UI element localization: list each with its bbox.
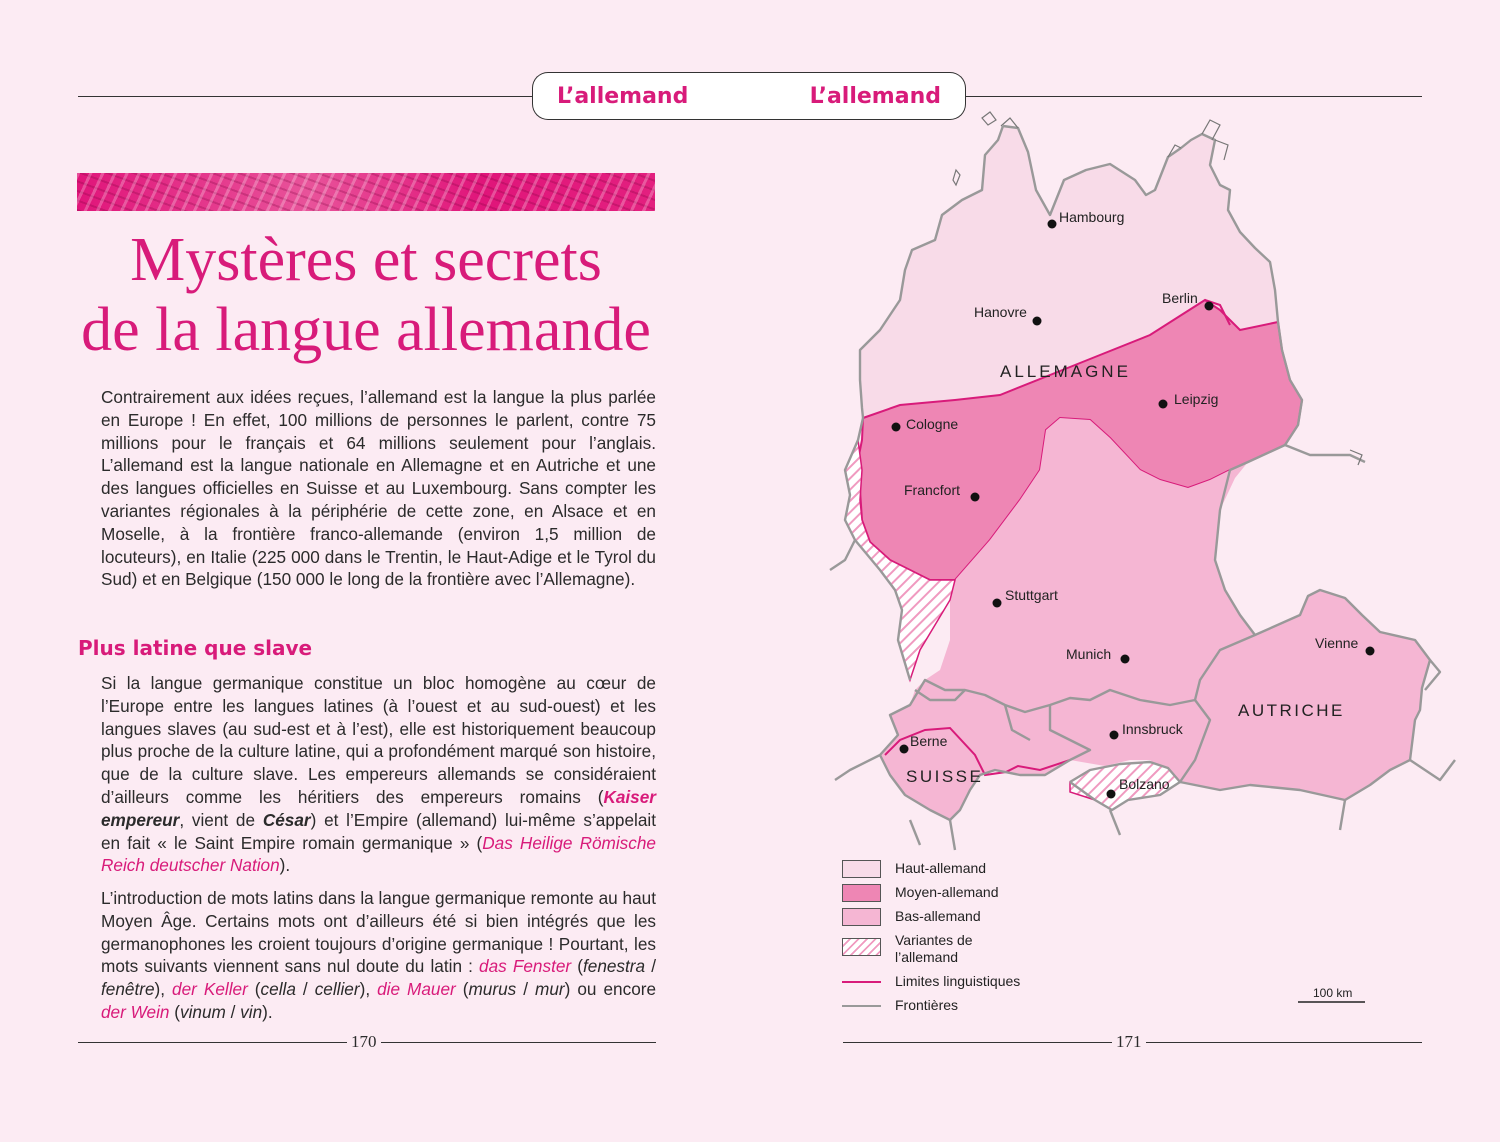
title-line-2: de la langue allemande — [81, 296, 651, 364]
city-label-cologne: Cologne — [906, 416, 959, 432]
city-label-hanovre: Hanovre — [974, 304, 1027, 320]
french-fenetre: fenêtre — [101, 979, 155, 1000]
french-vin: vin — [240, 1001, 263, 1022]
page-number-left: 170 — [347, 1032, 381, 1052]
separator: , — [160, 979, 173, 1000]
word-das-fenster: das Fenster — [479, 956, 572, 977]
legend-label: Haut-allemand — [895, 860, 987, 876]
legend-label: Moyen-allemand — [895, 884, 999, 900]
legend-label-line-2: l’allemand — [895, 949, 959, 965]
text-run: ). — [279, 855, 291, 876]
french-cellier: cellier — [314, 979, 360, 1000]
legend-label-line-1: Variantes de — [895, 932, 973, 948]
text-run: L’introduction de mots latins dans la langue germanique remonte au haut Moyen Âge. Certains mots ont d’ailleurs été si bien intégrés que les germanophones les croient toujours d’origine germanique ! Pourtant, les mots suivants viennent sans nul doute du latin : — [101, 888, 656, 977]
city-label-francfort: Francfort — [904, 482, 961, 498]
term-heilige-reich: Das Heilige Römische Reich deutscher Nation — [101, 832, 656, 876]
city-label-berne: Berne — [910, 733, 948, 749]
text-run: Si la langue germanique constitue un bloc homogène au cœur de l’Europe entre les langues latines (à l’ouest et au sud-ouest) et les langues slaves (au sud-est et à l’est), elle est historiquement beaucoup plus proche de la culture latine, qui a profondément marqué son histoire, que de la culture slave. Les empereurs allemands se considéraient d’ailleurs comme les héritiers des empereurs romains ( — [101, 673, 656, 807]
running-header-right: L’allemand — [750, 72, 966, 120]
text-run: . — [267, 1001, 273, 1022]
paragraph-latin-words: L’introduction de mots latins dans la langue germanique remonte au haut Moyen Âge. Certains mots ont d’ailleurs été si bien intégrés que les germanophones les croient toujours d’origine germanique ! Pourtant, les mots suivants viennent sans nul doute du latin : das Fenster (fenestra / fenêtre), der Keller (cella / cellier), die Mauer (murus / mur) ou encore der Wein (vinum / vin). — [101, 888, 657, 1022]
text-run: , vient de — [179, 809, 263, 830]
legend-bas-allemand — [842, 908, 981, 926]
legend-variantes — [842, 932, 973, 966]
word-der-keller: der Keller — [172, 979, 248, 1000]
term-kaiser: Kaiser — [603, 786, 656, 807]
swatch-limites — [842, 981, 881, 983]
legend-label: Limites linguistiques — [895, 973, 1021, 989]
swatch-frontieres — [842, 1005, 881, 1007]
word-der-wein: der Wein — [101, 1001, 170, 1022]
latin-fenestra: fenestra — [582, 956, 646, 977]
separator: / — [295, 979, 315, 1000]
latin-cella: cella — [260, 979, 296, 1000]
legend-label: Frontières — [895, 997, 959, 1013]
separator: / — [645, 956, 656, 977]
city-label-munich: Munich — [1066, 646, 1112, 662]
page-number-right: 171 — [1112, 1032, 1146, 1052]
word-die-mauer: die Mauer — [377, 979, 456, 1000]
city-label-bolzano: Bolzano — [1119, 776, 1170, 792]
title-line-1: Mystères et secrets — [130, 226, 602, 294]
legend-label-variantes — [895, 932, 973, 966]
legend-limites — [842, 973, 1020, 989]
legend-frontieres — [842, 997, 958, 1013]
decorative-banner — [77, 173, 655, 211]
label-autriche: AUTRICHE — [1238, 701, 1345, 720]
swatch-bas-allemand — [842, 908, 881, 926]
intro-paragraph: Contrairement aux idées reçues, l’allemand est la langue la plus parlée en Europe ! En effet, 100 millions de personnes le parlent, contre 75 millions pour le français et 64 millions seulement pour l’anglais. L’allemand est la langue nationale en Allemagne et en Autriche et une des langues officielles en Suisse et au Luxembourg. Sans compter les variantes régionales à la périphérie de cette zone, en Alsace et en Moselle, à la frontière franco-allemande (environ 1,5 million de locuteurs), en Italie (225 000 dans le Trentin, le Haut-Adige et le Tyrol du Sud) et en Belgique (150 000 le long de la frontière avec l’Allemagne). — [101, 387, 656, 590]
section-heading: Plus latine que slave — [78, 636, 313, 660]
separator: , — [365, 979, 378, 1000]
separator: / — [516, 979, 536, 1000]
legend-moyen-allemand — [842, 884, 999, 902]
city-label-stuttgart: Stuttgart — [1005, 587, 1058, 603]
latin-murus: murus — [468, 979, 517, 1000]
french-mur: mur — [535, 979, 565, 1000]
page-title — [70, 225, 662, 365]
city-label-leipzig: Leipzig — [1174, 391, 1219, 407]
text-run: ou encore — [577, 979, 657, 1000]
label-allemagne: ALLEMAGNE — [1000, 362, 1131, 381]
swatch-variantes — [842, 938, 881, 956]
swatch-moyen-allemand — [842, 884, 881, 902]
separator: / — [225, 1001, 241, 1022]
running-header-left: L’allemand — [532, 72, 750, 120]
paragraph-latin-culture — [101, 672, 656, 877]
city-label-innsbruck: Innsbruck — [1122, 721, 1183, 737]
legend-label: Bas-allemand — [895, 908, 981, 924]
term-cesar: César — [262, 809, 311, 830]
city-label-hambourg: Hambourg — [1059, 209, 1125, 225]
city-label-berlin: Berlin — [1162, 290, 1198, 306]
swatch-haut-allemand — [842, 860, 881, 878]
scale-label: 100 km — [1313, 986, 1353, 1000]
term-empereur: empereur — [101, 809, 180, 830]
city-label-vienne: Vienne — [1315, 635, 1359, 651]
legend-haut-allemand — [842, 860, 986, 878]
text-run: ) et l’Empire (allemand) lui-même s’appelait en fait « le Saint Empire romain germanique » ( — [101, 809, 656, 853]
right-page — [750, 0, 1500, 1142]
label-suisse: SUISSE — [906, 767, 984, 786]
latin-vinum: vinum — [179, 1001, 226, 1022]
